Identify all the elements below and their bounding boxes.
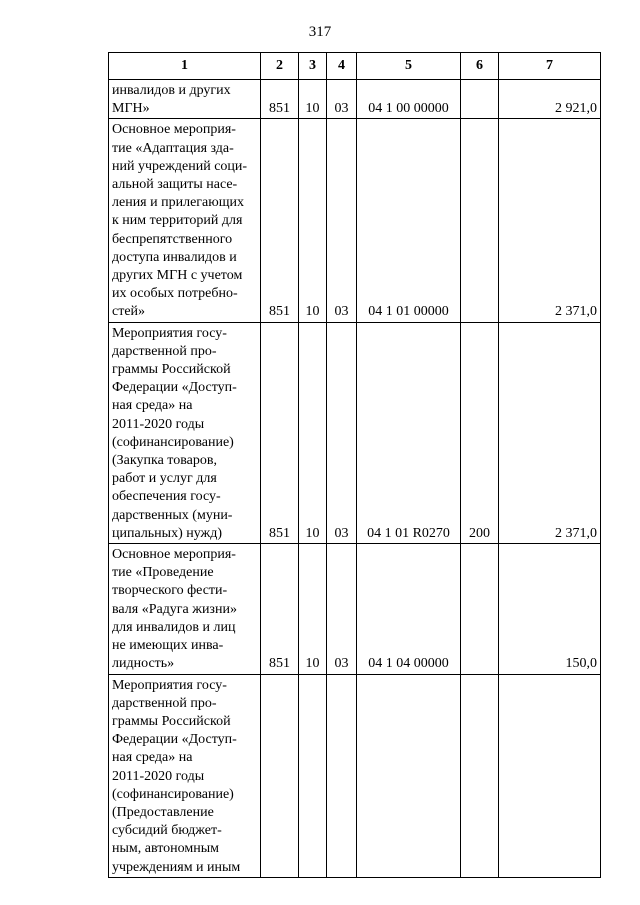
cell-section: 10 — [299, 119, 327, 322]
cell-subsection: 03 — [327, 322, 357, 543]
row-description: Мероприятия госу- дарственной про- граммы Российской Федерации «Доступ- ная среда» на 2011-2020 годы (софинансирование) (Предоставление субсидий бюджет- ным, автономным учреждениям и иным — [109, 674, 261, 877]
table-row — [109, 544, 601, 674]
column-header-5: 5 — [357, 53, 461, 80]
cell-ministry-code: 851 — [261, 544, 299, 674]
header-row — [109, 53, 601, 80]
cell-section: 10 — [299, 80, 327, 119]
column-header-6: 6 — [461, 53, 499, 80]
cell-amount — [499, 674, 601, 877]
cell-section — [299, 674, 327, 877]
cell-expense-type — [461, 80, 499, 119]
column-header-3: 3 — [299, 53, 327, 80]
cell-ministry-code: 851 — [261, 80, 299, 119]
column-header-7: 7 — [499, 53, 601, 80]
table-row — [109, 322, 601, 543]
cell-section: 10 — [299, 322, 327, 543]
cell-subsection — [327, 674, 357, 877]
cell-ministry-code — [261, 674, 299, 877]
cell-expense-type — [461, 674, 499, 877]
row-description: Основное мероприя- тие «Проведение творческого фести- валя «Радуга жизни» для инвалидов и лиц не имеющих инва- лидность» — [109, 544, 261, 674]
page-number: 317 — [308, 24, 332, 40]
column-header-1: 1 — [109, 53, 261, 80]
cell-amount: 2 371,0 — [499, 322, 601, 543]
cell-target-code: 04 1 00 00000 — [357, 80, 461, 119]
cell-ministry-code: 851 — [261, 119, 299, 322]
cell-target-code: 04 1 01 00000 — [357, 119, 461, 322]
table-row — [109, 80, 601, 119]
row-description: Основное мероприя- тие «Адаптация зда- ний учреждений соци- альной защиты насе- ления и прилегающих к ним территорий для беспрепятственного доступа инвалидов и других МГН с учетом их особых потребно- стей» — [109, 119, 261, 322]
cell-amount: 150,0 — [499, 544, 601, 674]
column-header-2: 2 — [261, 53, 299, 80]
cell-amount: 2 371,0 — [499, 119, 601, 322]
column-header-4: 4 — [327, 53, 357, 80]
cell-section: 10 — [299, 544, 327, 674]
cell-expense-type: 200 — [461, 322, 499, 543]
row-description: инвалидов и других МГН» — [109, 80, 261, 119]
cell-expense-type — [461, 544, 499, 674]
cell-subsection: 03 — [327, 119, 357, 322]
budget-table — [108, 52, 601, 878]
cell-target-code: 04 1 01 R0270 — [357, 322, 461, 543]
table-row — [109, 674, 601, 877]
cell-amount: 2 921,0 — [499, 80, 601, 119]
table-row — [109, 119, 601, 322]
cell-ministry-code: 851 — [261, 322, 299, 543]
cell-subsection: 03 — [327, 544, 357, 674]
cell-target-code — [357, 674, 461, 877]
cell-subsection: 03 — [327, 80, 357, 119]
cell-expense-type — [461, 119, 499, 322]
cell-target-code: 04 1 04 00000 — [357, 544, 461, 674]
row-description: Мероприятия госу- дарственной про- граммы Российской Федерации «Доступ- ная среда» на 2011-2020 годы (софинансирование) (Закупка товаров, работ и услуг для обеспечения госу- дарственных (муни- ципальных) нужд) — [109, 322, 261, 543]
